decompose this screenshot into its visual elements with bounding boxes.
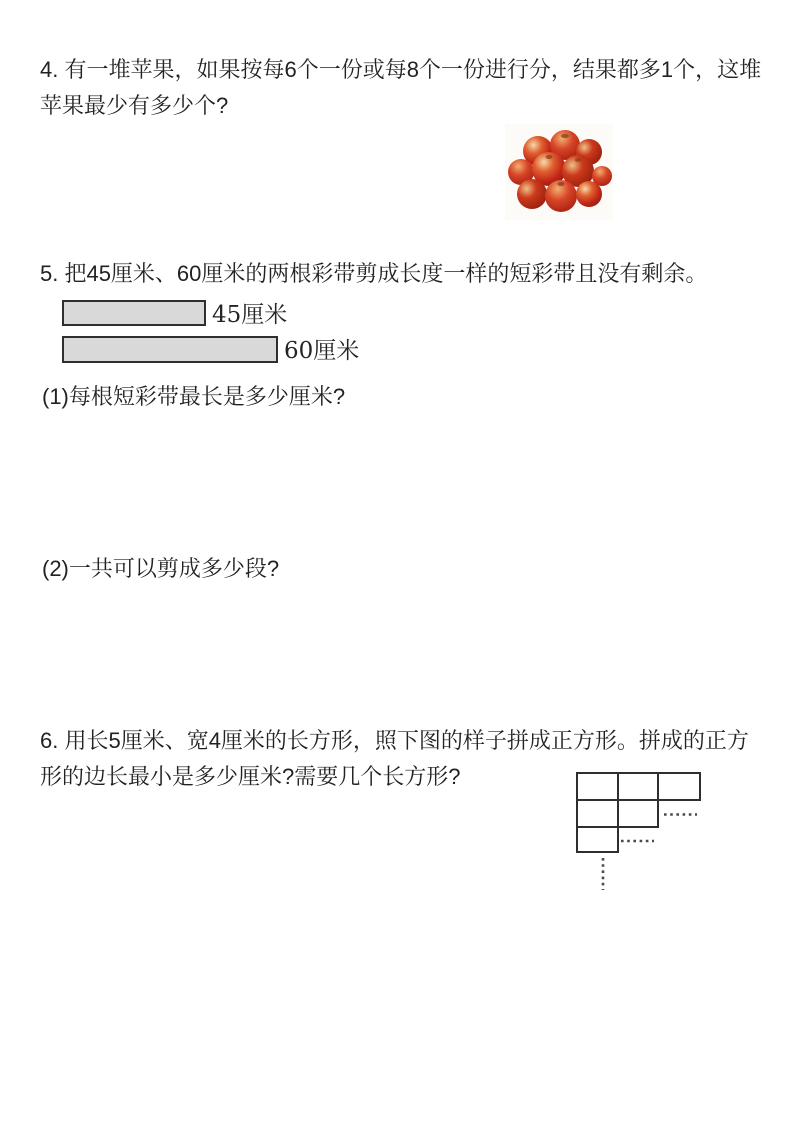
question-5-sub-2: (2)一共可以剪成多少段?	[42, 556, 280, 581]
question-5-sub-1: (1)每根短彩带最长是多少厘米?	[42, 384, 346, 409]
ribbon-bar-60cm	[62, 336, 278, 363]
question-5-stem: 5. 把45厘米、60厘米的两根彩带剪成长度一样的短彩带且没有剩余。	[40, 261, 708, 286]
rectangle-tiling-figure	[575, 770, 705, 895]
question-4-line-2: 苹果最少有多少个?	[40, 93, 229, 118]
question-4-line-1: 4. 有一堆苹果，如果按每6个一份或每8个一份进行分，结果都多1个，这堆	[40, 57, 762, 82]
question-6-line-2: 形的边长最小是多少厘米?需要几个长方形?	[40, 764, 461, 789]
ribbon-label-60cm: 60厘米	[284, 338, 360, 364]
ribbon-label-45cm: 45厘米	[212, 302, 288, 328]
apple-pile-photo	[505, 124, 613, 220]
ribbon-bar-45cm	[62, 300, 206, 326]
question-6-line-1: 6. 用长5厘米、宽4厘米的长方形，照下图的样子拼成正方形。拼成的正方	[40, 728, 749, 753]
